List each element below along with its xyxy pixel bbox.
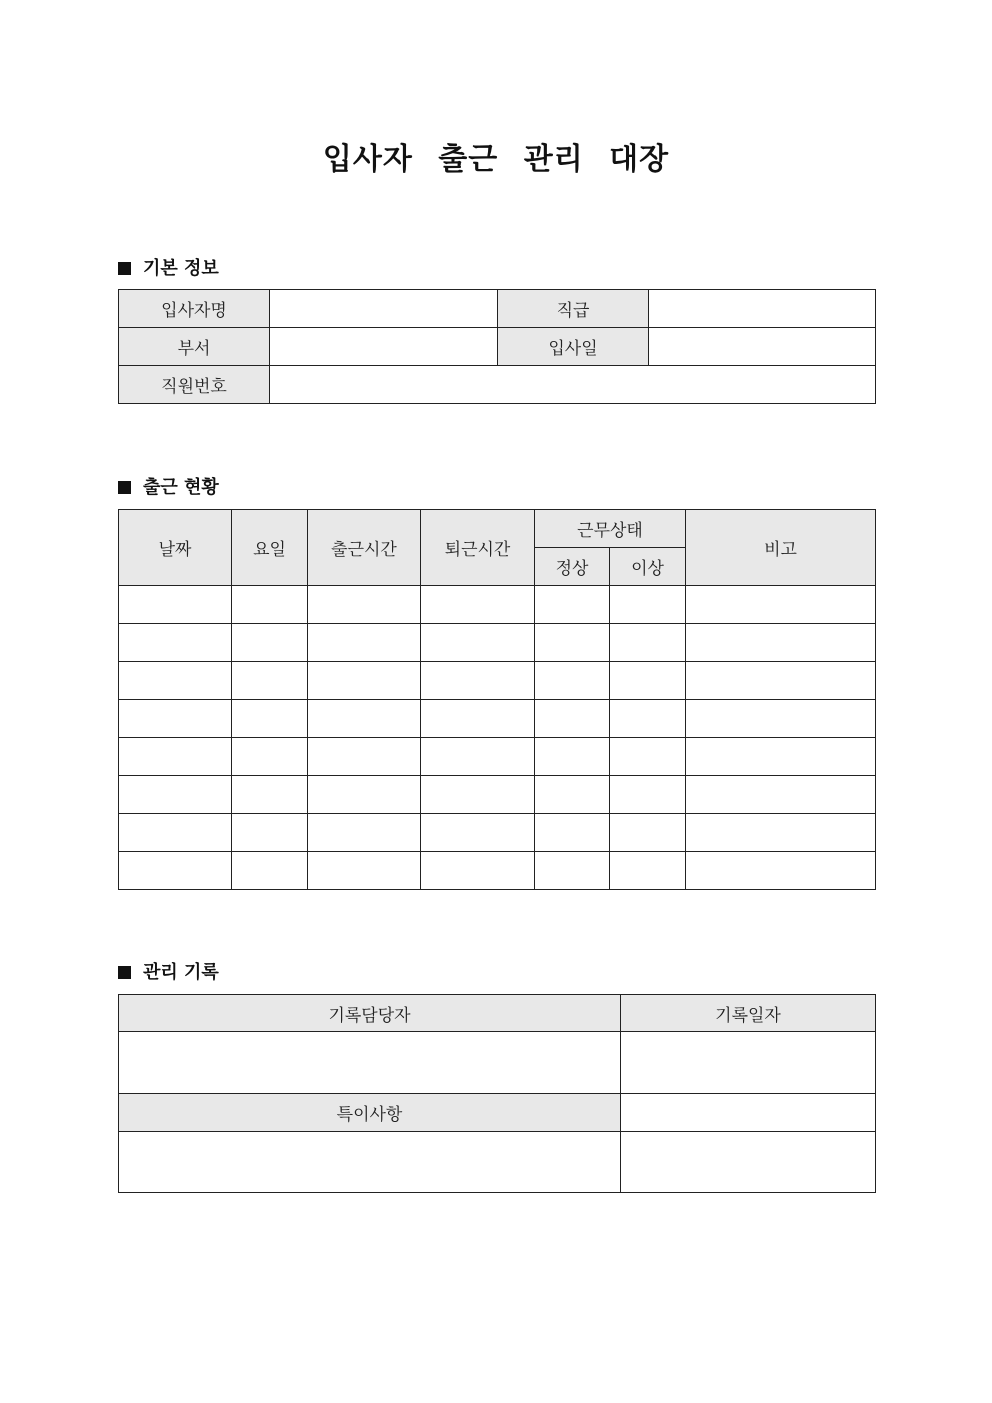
section-attendance-heading bbox=[118, 473, 219, 499]
normal-cell[interactable] bbox=[535, 738, 610, 776]
page-title: 입사자 출근 관리 대장 bbox=[322, 142, 670, 177]
empty-cell bbox=[621, 1132, 876, 1193]
weekday-cell[interactable] bbox=[232, 852, 308, 890]
label-hire-date: 입사일 bbox=[498, 328, 649, 366]
employee-no-field[interactable] bbox=[270, 366, 876, 404]
note-cell[interactable] bbox=[686, 852, 876, 890]
weekday-cell[interactable] bbox=[232, 586, 308, 624]
header-status: 근무상태 bbox=[535, 510, 686, 548]
abnormal-cell[interactable] bbox=[610, 624, 686, 662]
check-out-cell[interactable] bbox=[421, 852, 535, 890]
normal-cell[interactable] bbox=[535, 586, 610, 624]
check-in-cell[interactable] bbox=[308, 776, 421, 814]
header-note: 비고 bbox=[686, 510, 876, 586]
basic-info-table bbox=[118, 289, 876, 404]
check-out-cell[interactable] bbox=[421, 814, 535, 852]
section-management-title: 관리 기록 bbox=[143, 962, 219, 983]
check-in-cell[interactable] bbox=[308, 586, 421, 624]
square-bullet-icon bbox=[118, 966, 131, 979]
check-in-cell[interactable] bbox=[308, 738, 421, 776]
hire-date-field[interactable] bbox=[649, 328, 876, 366]
abnormal-cell[interactable] bbox=[610, 700, 686, 738]
date-cell[interactable] bbox=[119, 586, 232, 624]
label-employee-no: 직원번호 bbox=[119, 366, 270, 404]
header-recorder: 기록담당자 bbox=[119, 995, 621, 1032]
check-in-cell[interactable] bbox=[308, 662, 421, 700]
label-position: 직급 bbox=[498, 290, 649, 328]
header-abnormal: 이상 bbox=[610, 548, 686, 586]
label-department: 부서 bbox=[119, 328, 270, 366]
check-out-cell[interactable] bbox=[421, 700, 535, 738]
normal-cell[interactable] bbox=[535, 852, 610, 890]
weekday-cell[interactable] bbox=[232, 814, 308, 852]
note-cell[interactable] bbox=[686, 700, 876, 738]
table-row bbox=[119, 700, 876, 738]
table-row bbox=[119, 290, 876, 328]
normal-cell[interactable] bbox=[535, 700, 610, 738]
remarks-field[interactable] bbox=[119, 1132, 621, 1193]
note-cell[interactable] bbox=[686, 814, 876, 852]
normal-cell[interactable] bbox=[535, 814, 610, 852]
check-out-cell[interactable] bbox=[421, 738, 535, 776]
check-out-cell[interactable] bbox=[421, 624, 535, 662]
management-table bbox=[118, 994, 876, 1193]
table-row bbox=[119, 995, 876, 1032]
date-cell[interactable] bbox=[119, 738, 232, 776]
name-field[interactable] bbox=[270, 290, 498, 328]
check-out-cell[interactable] bbox=[421, 776, 535, 814]
table-row bbox=[119, 328, 876, 366]
note-cell[interactable] bbox=[686, 776, 876, 814]
weekday-cell[interactable] bbox=[232, 738, 308, 776]
weekday-cell[interactable] bbox=[232, 662, 308, 700]
table-row bbox=[119, 776, 876, 814]
date-cell[interactable] bbox=[119, 852, 232, 890]
normal-cell[interactable] bbox=[535, 624, 610, 662]
table-row bbox=[119, 1032, 876, 1094]
check-in-cell[interactable] bbox=[308, 852, 421, 890]
record-date-field[interactable] bbox=[621, 1032, 876, 1094]
check-out-cell[interactable] bbox=[421, 586, 535, 624]
weekday-cell[interactable] bbox=[232, 776, 308, 814]
table-row bbox=[119, 662, 876, 700]
section-management-heading bbox=[118, 958, 219, 984]
table-row bbox=[119, 852, 876, 890]
weekday-cell[interactable] bbox=[232, 624, 308, 662]
table-row bbox=[119, 1094, 876, 1132]
table-row bbox=[119, 738, 876, 776]
note-cell[interactable] bbox=[686, 624, 876, 662]
header-weekday: 요일 bbox=[232, 510, 308, 586]
section-basic-info-heading bbox=[118, 254, 219, 280]
square-bullet-icon bbox=[118, 262, 131, 275]
table-row bbox=[119, 1132, 876, 1193]
check-in-cell[interactable] bbox=[308, 814, 421, 852]
header-remarks: 특이사항 bbox=[119, 1094, 621, 1132]
header-check-in: 출근시간 bbox=[308, 510, 421, 586]
date-cell[interactable] bbox=[119, 662, 232, 700]
label-name: 입사자명 bbox=[119, 290, 270, 328]
section-attendance-title: 출근 현황 bbox=[143, 477, 219, 498]
header-normal: 정상 bbox=[535, 548, 610, 586]
date-cell[interactable] bbox=[119, 700, 232, 738]
header-date: 날짜 bbox=[119, 510, 232, 586]
table-row bbox=[119, 366, 876, 404]
abnormal-cell[interactable] bbox=[610, 814, 686, 852]
header-check-out: 퇴근시간 bbox=[421, 510, 535, 586]
check-in-cell[interactable] bbox=[308, 700, 421, 738]
abnormal-cell[interactable] bbox=[610, 738, 686, 776]
abnormal-cell[interactable] bbox=[610, 776, 686, 814]
date-cell[interactable] bbox=[119, 814, 232, 852]
abnormal-cell[interactable] bbox=[610, 662, 686, 700]
date-cell[interactable] bbox=[119, 776, 232, 814]
note-cell[interactable] bbox=[686, 586, 876, 624]
section-basic-info-title: 기본 정보 bbox=[143, 258, 219, 279]
date-cell[interactable] bbox=[119, 624, 232, 662]
abnormal-cell[interactable] bbox=[610, 586, 686, 624]
normal-cell[interactable] bbox=[535, 776, 610, 814]
empty-cell bbox=[621, 1094, 876, 1132]
department-field[interactable] bbox=[270, 328, 498, 366]
attendance-rows bbox=[119, 586, 876, 890]
table-row bbox=[119, 586, 876, 624]
table-row bbox=[119, 624, 876, 662]
table-row bbox=[119, 814, 876, 852]
normal-cell[interactable] bbox=[535, 662, 610, 700]
recorder-field[interactable] bbox=[119, 1032, 621, 1094]
note-cell[interactable] bbox=[686, 738, 876, 776]
check-out-cell[interactable] bbox=[421, 662, 535, 700]
attendance-table bbox=[118, 509, 876, 890]
position-field[interactable] bbox=[649, 290, 876, 328]
header-record-date: 기록일자 bbox=[621, 995, 876, 1032]
note-cell[interactable] bbox=[686, 662, 876, 700]
check-in-cell[interactable] bbox=[308, 624, 421, 662]
abnormal-cell[interactable] bbox=[610, 852, 686, 890]
weekday-cell[interactable] bbox=[232, 700, 308, 738]
table-header-row bbox=[119, 510, 876, 548]
square-bullet-icon bbox=[118, 481, 131, 494]
